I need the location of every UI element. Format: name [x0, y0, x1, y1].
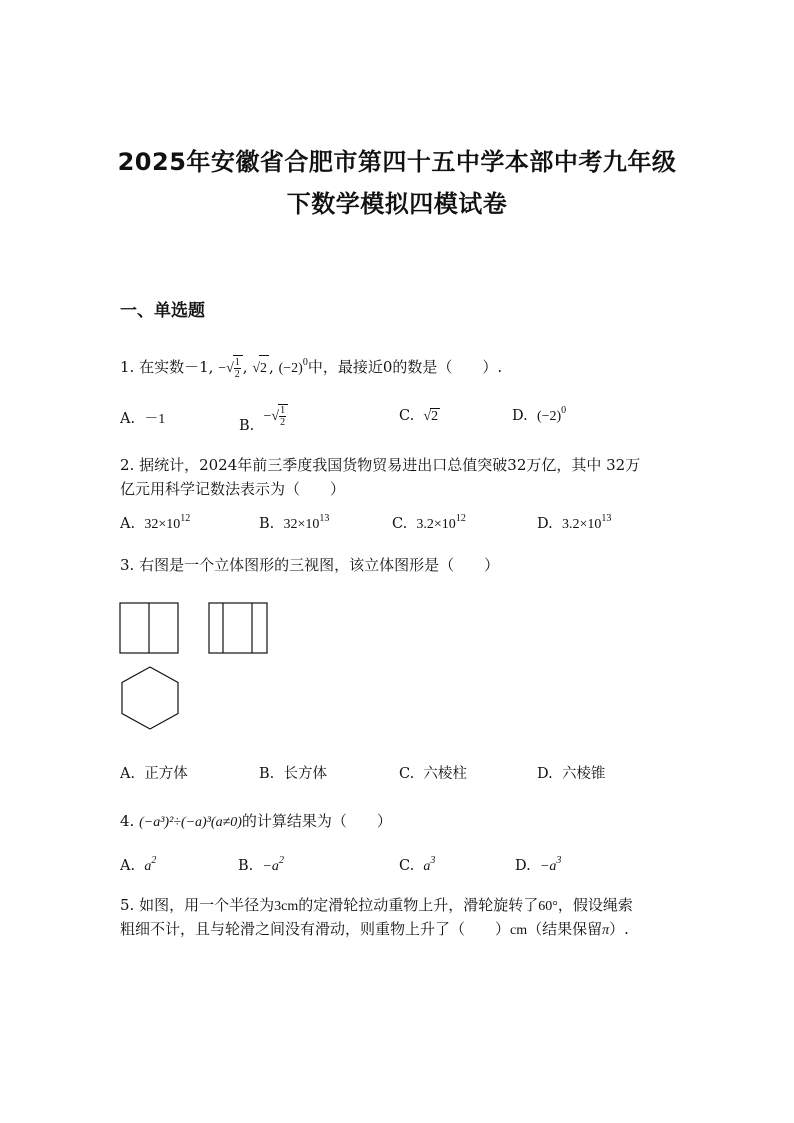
question-text-post: 中，最接近0的数是（ ）.: [307, 358, 503, 376]
option-4b[interactable]: B. $-a^2$: [238, 855, 284, 874]
question-5-line2: 粗细不计，且与轮滑之间没有滑动，则重物上升了（ ）cm（结果保留π）.: [120, 920, 629, 938]
neg-sqrt-half: −√ $\frac{1}{2}$: [218, 361, 243, 376]
top-view-hexagon-figure: [117, 664, 183, 732]
option-2d[interactable]: D. $3.2\times 10^{13}$: [537, 513, 612, 532]
front-view-figure: [118, 601, 182, 657]
neg-two-power-zero: $(-2)^0$: [278, 357, 308, 376]
question-text: 在实数－1,: [139, 358, 214, 376]
option-1b[interactable]: B. −√ $\frac{1}{2}$: [239, 404, 288, 428]
separator: ,: [269, 358, 274, 376]
option-3d[interactable]: D. 六棱锥: [537, 766, 606, 782]
page-title-line2: 下数学模拟四模试卷: [286, 190, 508, 218]
option-4d[interactable]: D. $-a^3$: [515, 855, 562, 874]
option-3b[interactable]: B. 长方体: [259, 766, 327, 782]
option-2b[interactable]: B. $32\times 10^{13}$: [259, 513, 330, 532]
option-4a[interactable]: A. $a^2$: [120, 855, 157, 874]
side-view-figure: [207, 601, 271, 657]
sqrt-two: √2: [252, 361, 269, 376]
question-2-line1: 2. 据统计，2024年前三季度我国货物贸易进出口总值突破32万亿，其中 32万: [120, 456, 641, 474]
option-4c[interactable]: C. $a^3$: [399, 855, 436, 874]
hexagon: [122, 667, 178, 729]
section-heading: 一、单选题: [120, 301, 205, 321]
option-3a[interactable]: A. 正方体: [120, 766, 188, 782]
option-1c[interactable]: C. √2: [399, 408, 439, 424]
page-title-line1: 2025年安徽省合肥市第四十五中学本部中考九年级: [117, 148, 677, 176]
option-2c[interactable]: C. $3.2\times 10^{12}$: [392, 513, 466, 532]
option-1d[interactable]: D. $(-2)^0$: [512, 405, 567, 424]
option-3c[interactable]: C. 六棱柱: [399, 766, 467, 782]
question-4: 4. (−a³)²÷(−a)³(a≠0)的计算结果为（ ）: [120, 812, 392, 830]
question-3: 3. 右图是一个立体图形的三视图，该立体图形是（ ）: [120, 556, 500, 574]
expression: (−a³)²÷(−a)³(a≠0): [139, 815, 242, 830]
option-2a[interactable]: A. $32\times 10^{12}$: [120, 513, 191, 532]
side-view-outline: [209, 603, 267, 653]
option-1a[interactable]: A. －1: [120, 411, 166, 427]
separator: ,: [242, 358, 248, 376]
question-number: 1.: [120, 358, 135, 376]
question-5-line1: 5. 如图，用一个半径为3cm的定滑轮拉动重物上升，滑轮旋转了60°，假设绳索: [120, 896, 633, 914]
question-1: [120, 354, 502, 382]
question-2-line2: 亿元用科学记数法表示为（ ）: [120, 480, 346, 498]
